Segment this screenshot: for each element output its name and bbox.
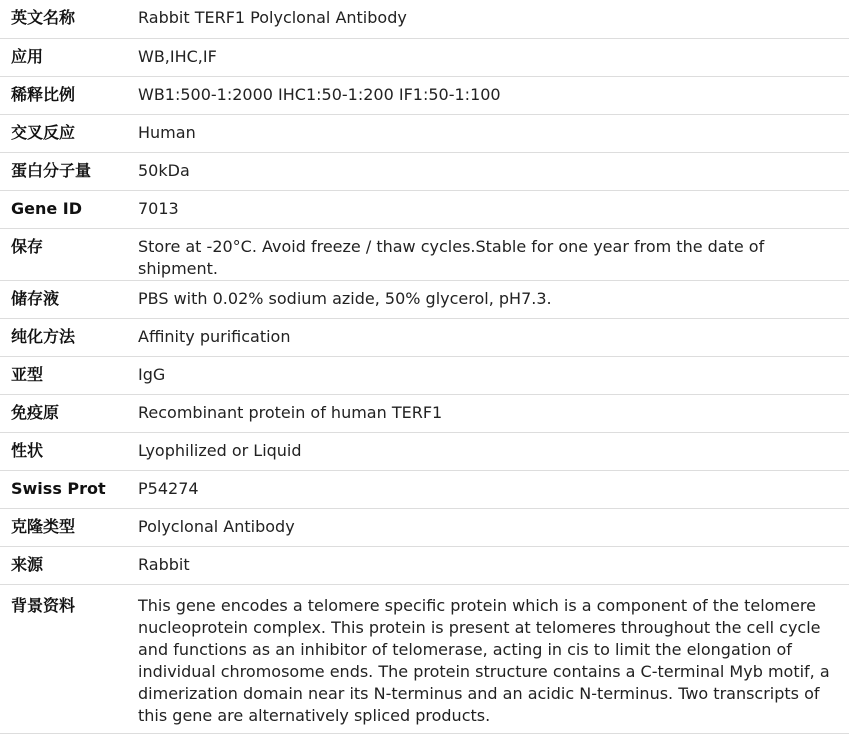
table-row bbox=[0, 152, 849, 190]
row-value-english-name: Rabbit TERF1 Polyclonal Antibody bbox=[138, 0, 849, 38]
table-row bbox=[0, 38, 849, 76]
table-row bbox=[0, 432, 849, 470]
row-value-immunogen: Recombinant protein of human TERF1 bbox=[138, 394, 849, 432]
row-value-application: WB,IHC,IF bbox=[138, 38, 849, 76]
row-label-application: 应用 bbox=[0, 38, 138, 76]
row-label-isotype: 亚型 bbox=[0, 356, 138, 394]
row-label-storage-buffer: 储存液 bbox=[0, 280, 138, 318]
row-value-dilution: WB1:500-1:2000 IHC1:50-1:200 IF1:50-1:100 bbox=[138, 76, 849, 114]
row-label-purification: 纯化方法 bbox=[0, 318, 138, 356]
row-value-host: Rabbit bbox=[138, 546, 849, 584]
table-row bbox=[0, 190, 849, 228]
row-value-swiss-prot: P54274 bbox=[138, 470, 849, 508]
row-label-cross-reactivity: 交叉反应 bbox=[0, 114, 138, 152]
table-row bbox=[0, 584, 849, 733]
row-value-isotype: IgG bbox=[138, 356, 849, 394]
row-label-swiss-prot: Swiss Prot bbox=[0, 470, 138, 508]
table-row bbox=[0, 114, 849, 152]
table-row bbox=[0, 228, 849, 280]
table-row bbox=[0, 280, 849, 318]
row-value-background: This gene encodes a telomere specific protein which is a component of the telomere nucleoprotein complex. This protein is present at telomeres throughout the cell cycle and functions as an inhibitor of telomerase, acting in cis to limit the elongation of individual chromosome ends. The protein structure contains a C-terminal Myb motif, a dimerization domain near its N-terminus and an acidic N-terminus. Two transcripts of this gene are alternatively spliced products. bbox=[138, 584, 849, 733]
row-label-clonality: 克隆类型 bbox=[0, 508, 138, 546]
row-label-dilution: 稀释比例 bbox=[0, 76, 138, 114]
row-value-purification: Affinity purification bbox=[138, 318, 849, 356]
table-row bbox=[0, 318, 849, 356]
row-label-english-name: 英文名称 bbox=[0, 0, 138, 38]
row-label-gene-id: Gene ID bbox=[0, 190, 138, 228]
row-value-clonality: Polyclonal Antibody bbox=[138, 508, 849, 546]
row-label-immunogen: 免疫原 bbox=[0, 394, 138, 432]
row-value-cross-reactivity: Human bbox=[138, 114, 849, 152]
table-row bbox=[0, 394, 849, 432]
row-label-host: 来源 bbox=[0, 546, 138, 584]
table-row bbox=[0, 76, 849, 114]
table-row bbox=[0, 508, 849, 546]
row-value-form: Lyophilized or Liquid bbox=[138, 432, 849, 470]
table-row bbox=[0, 470, 849, 508]
row-label-background: 背景资料 bbox=[0, 584, 138, 733]
row-label-storage: 保存 bbox=[0, 228, 138, 280]
row-value-storage: Store at -20°C. Avoid freeze / thaw cycles.Stable for one year from the date of shipment. bbox=[138, 228, 849, 280]
table-row bbox=[0, 356, 849, 394]
row-value-storage-buffer: PBS with 0.02% sodium azide, 50% glycerol, pH7.3. bbox=[138, 280, 849, 318]
table-row bbox=[0, 546, 849, 584]
row-value-molecular-weight: 50kDa bbox=[138, 152, 849, 190]
row-label-molecular-weight: 蛋白分子量 bbox=[0, 152, 138, 190]
row-value-gene-id: 7013 bbox=[138, 190, 849, 228]
table-row bbox=[0, 0, 849, 38]
row-label-form: 性状 bbox=[0, 432, 138, 470]
